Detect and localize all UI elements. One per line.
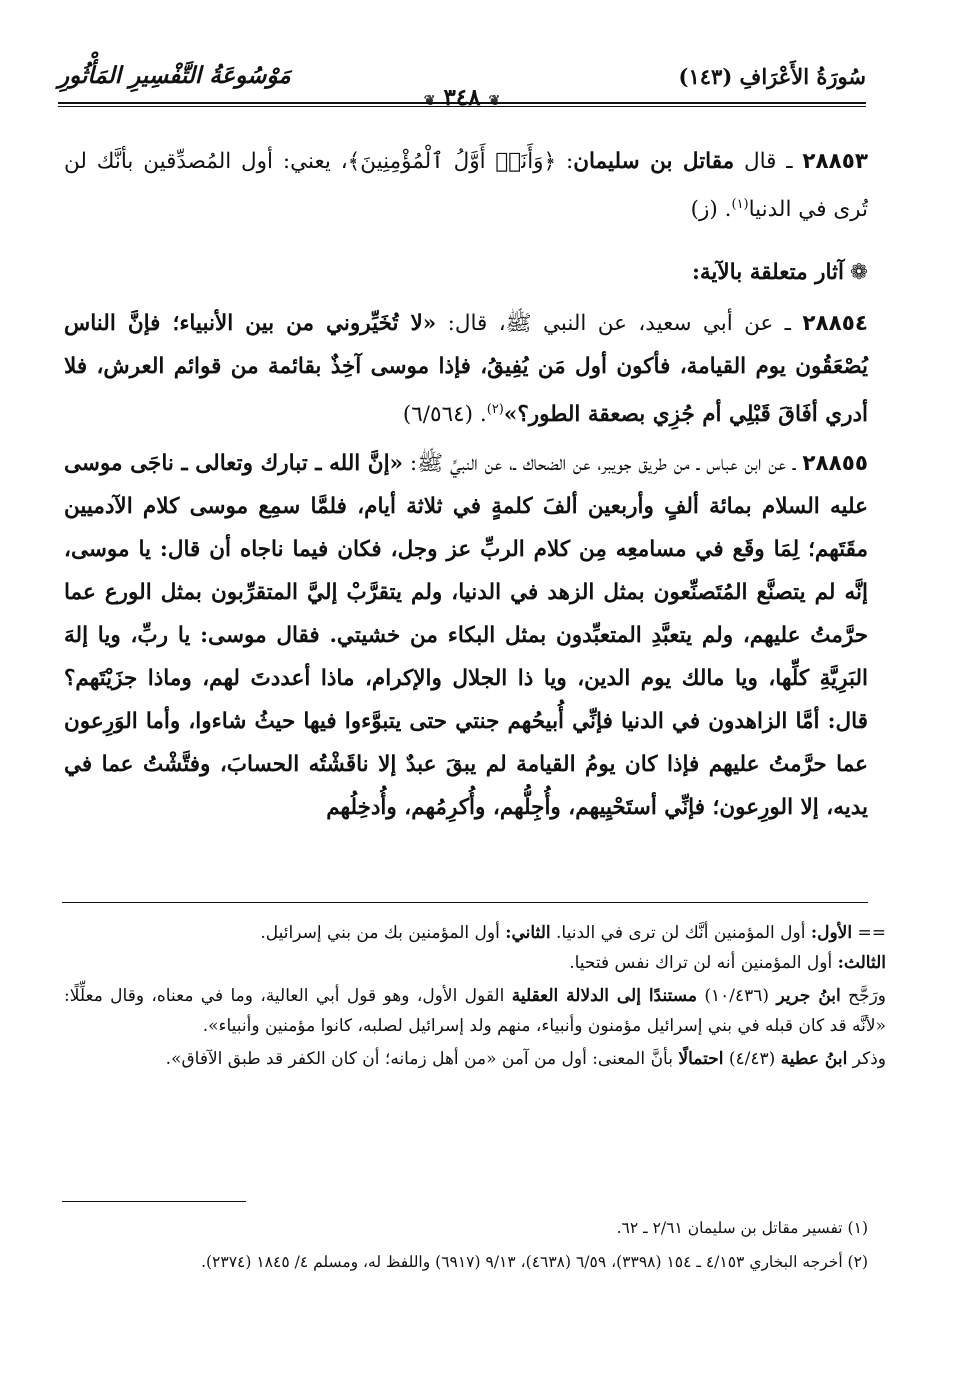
surah-title: سُورَةُ الأَعْرَافِ (١٤٣) bbox=[678, 64, 866, 89]
entry-narrator: مقاتل بن سليمان bbox=[573, 149, 735, 174]
footnote: (١) تفسير مقاتل بن سليمان ٢/٦١ ـ ٦٢. bbox=[616, 1219, 868, 1237]
entry-number: ٢٨٨٥٥ bbox=[802, 451, 868, 477]
entry-28854 bbox=[64, 302, 868, 436]
note-opinions bbox=[64, 918, 886, 978]
section-heading bbox=[64, 251, 868, 294]
note-text: أول المؤمنين أنَّك لن ترى في الدنيا. bbox=[550, 923, 811, 943]
entry-number: ٢٨٨٥٤ bbox=[802, 311, 868, 337]
entry-tail: . (ز) bbox=[690, 197, 732, 223]
note-label: الثالث: bbox=[837, 953, 886, 973]
commentary-notes bbox=[64, 918, 886, 1077]
ornament-icon: ❦ bbox=[423, 93, 436, 109]
header-rule-thin bbox=[58, 106, 866, 107]
flower-ornament-icon: ❁ bbox=[849, 260, 868, 286]
entry-28855 bbox=[64, 442, 868, 829]
entry-lead: ـ قال bbox=[734, 149, 803, 174]
entry-lead: ـ عن ابن عباس ـ من طريق جويبر، عن الضحاك ـ، عن النبيِّ ﷺ: bbox=[403, 451, 803, 477]
note-text: ورَجَّح bbox=[840, 986, 886, 1006]
footnote: (٢) أخرجه البخاري ٤/١٥٣ ـ ١٥٤ (٣٣٩٨)، ٦/٥٩ (٤٦٣٨)، ٩/١٣ (٦٩١٧) واللفظ له، ومسلم ٤/ ١٨٤٥ (٢٣٧٤). bbox=[201, 1253, 868, 1271]
notes-separator bbox=[62, 902, 868, 903]
scholar-name: ابنُ جرير bbox=[776, 986, 841, 1006]
footnote-ref: (٢) bbox=[486, 402, 504, 418]
note-text: بأنَّ المعنى: أول من آمن «من أهل زمانه؛ أن كان الكفر قد طبق الآفاق». bbox=[165, 1049, 679, 1069]
note-ibn-atiyya bbox=[64, 1044, 886, 1074]
note-text: القول الأول، وهو قول أبي العالية، وما في معناه، وقال معلِّلًا: «لأنَّه قد كان قبله في بني إسرائيل مؤمنون وأنبياء، منهم ولد إسرائيل لصلبه، كانوا مؤمنين وأنبياء». bbox=[64, 986, 886, 1036]
note-ibn-jarir bbox=[64, 981, 886, 1041]
note-label: الثاني: bbox=[505, 923, 551, 943]
page-number: ٣٤٨ bbox=[443, 84, 481, 111]
note-ref: (١٠/٤٣٦) bbox=[697, 986, 777, 1006]
note-ref: (٤/٤٣) bbox=[723, 1049, 781, 1069]
entry-text: : ﴿وَأَنَا۠ أَوَّلُ ٱلْمُؤْمِنِينَ﴾، يعني: أول المُصدِّقين بأنَّك لن تُرى في الدنيا bbox=[64, 149, 868, 223]
note-text: أول المؤمنين بك من بني إسرائيل. bbox=[260, 923, 506, 943]
page-header bbox=[58, 58, 866, 111]
hadith-text: «لا تُخَيِّروني من بين الأنبياء؛ فإنَّ الناس يُصْعَقُون يوم القيامة، فأكون أول مَن يُفِيقُ، فإذا موسى آخِذٌ بقائمة من قوائم العرش، فلا أدري أفَاقَ قَبْلِي أم جُزِي بصعقة الطور؟» bbox=[64, 311, 868, 428]
hadith-text: «إنَّ الله ـ تبارك وتعالى ـ ناجَى موسى عليه السلام بمائة ألفٍ وأربعين ألفَ كلمةٍ في ثلاثة أيام، فلمَّا سمِع موسى كلام الآدميين مقَتَهم؛ لِمَا وقَع في مسامعِه مِن كلام الربِّ عز وجل، فكان فيما ناجاه أن قال: يا موسى، إنَّه لم يتصنَّع المُتَصنِّعون بمثل الزهد في الدنيا، ولم يتقرَّبْ إليَّ المتقرِّبون بمثل الورع عما حرَّمتُ عليهم، ولم يتعبَّدِ المتعبِّدون بمثل البكاء من خشيتي. فقال موسى: يا ربِّ، ويا إلهَ البَرِيَّةِ كلِّها، ويا مالك يوم الدين، ويا ذا الجلال والإكرام، ماذا أعددتَ لهم، وماذا جزَيْتَهم؟ قال: أمَّا الزاهدون في الدنيا فإنِّي أُبيحُهم جنتي حتى يتبوَّءوا فيها حيثُ شاءوا، وأما الوَرِعون عما حرَّمتُ عليهم فإذا كان يومُ القيامة لم يبقَ عبدٌ إلا ناقَشْتُه الحسابَ، وفتَّشْتُ عما في يديه، إلا الورِعون؛ فإنِّي أستَحْيِيهم، وأُجِلُّهم، وأُكرِمُهم، وأُدخِلُهم bbox=[64, 451, 868, 821]
entry-number: ٢٨٨٥٣ bbox=[802, 149, 868, 174]
note-emphasis: احتمالًا bbox=[678, 1049, 724, 1069]
note-text: وذكر bbox=[847, 1049, 886, 1069]
note-text: أول المؤمنين أنه لن تراك نفس فتحيا. bbox=[569, 953, 838, 973]
footnotes bbox=[64, 1213, 868, 1281]
header-rule bbox=[58, 102, 866, 104]
ornament-icon: ❦ bbox=[488, 93, 501, 109]
continuation-mark: == bbox=[857, 923, 886, 943]
footnote-separator bbox=[62, 1201, 246, 1202]
entry-lead: ـ عن أبي سعيد، عن النبي ﷺ، قال: bbox=[436, 311, 803, 337]
entry-28853 bbox=[64, 140, 868, 231]
main-text bbox=[64, 140, 868, 835]
scholar-name: ابنُ عطية bbox=[780, 1049, 848, 1069]
note-label: الأول: bbox=[810, 923, 853, 943]
entry-tail: . (٦/٥٦٤) bbox=[402, 402, 487, 428]
section-heading-text: آثار متعلقة بالآية: bbox=[691, 260, 844, 286]
note-emphasis: مستندًا إلى الدلالة العقلية bbox=[511, 986, 698, 1006]
footnote-ref: (١) bbox=[731, 197, 749, 212]
book-title: مَوْسُوعَةُ التَّفْسِيرِ المَأْثُورِ bbox=[58, 62, 291, 89]
